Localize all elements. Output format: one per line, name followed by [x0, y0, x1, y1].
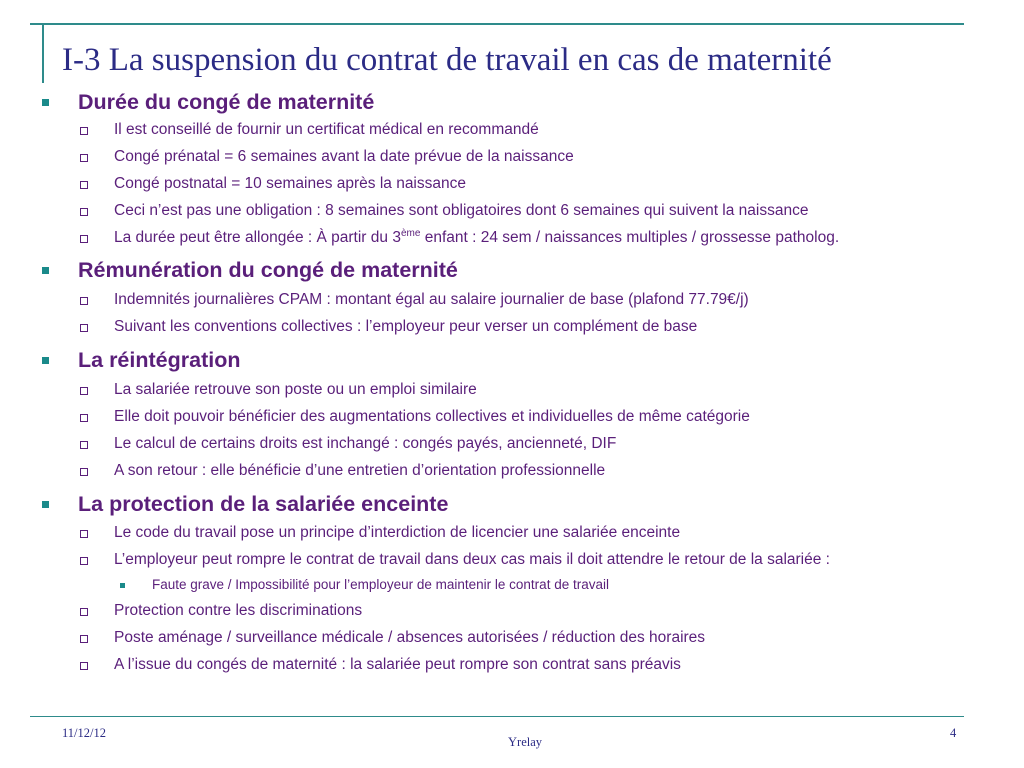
list-item: Congé postnatal = 10 semaines après la naissance	[114, 175, 466, 192]
item-bullet	[80, 557, 88, 565]
item-bullet	[80, 181, 88, 189]
item-bullet	[80, 154, 88, 162]
list-subitem: Faute grave / Impossibilité pour l’employeur de maintenir le contrat de travail	[152, 577, 609, 592]
section-heading-remuneration: Rémunération du congé de maternité	[78, 258, 458, 282]
frame-bottom-line	[30, 716, 964, 717]
list-item	[114, 227, 839, 249]
section-bullet	[42, 99, 49, 106]
list-item: Le code du travail pose un principe d’interdiction de licencier une salariée enceinte	[114, 524, 681, 541]
frame-left-line	[42, 23, 44, 83]
section-bullet	[42, 357, 49, 364]
section-heading-reintegration: La réintégration	[78, 348, 241, 372]
list-item: Elle doit pouvoir bénéficier des augmentations collectives et individuelles de même catégorie	[114, 408, 750, 425]
item-text: La durée peut être allongée : À partir du 3	[114, 229, 401, 246]
footer-page-number: 4	[950, 726, 957, 740]
item-bullet	[80, 235, 88, 243]
list-item: La salariée retrouve son poste ou un emploi similaire	[114, 381, 477, 398]
item-bullet	[80, 324, 88, 332]
subitem-bullet	[120, 583, 125, 588]
list-item: Ceci n’est pas une obligation : 8 semaines sont obligatoires dont 6 semaines qui suivent la naissance	[114, 202, 809, 219]
list-item: Congé prénatal = 6 semaines avant la date prévue de la naissance	[114, 148, 574, 165]
item-bullet	[80, 127, 88, 135]
list-item: A l’issue du congés de maternité : la salariée peut rompre son contrat sans préavis	[114, 656, 681, 673]
section-bullet	[42, 501, 49, 508]
list-item: A son retour : elle bénéficie d’une entretien d’orientation professionnelle	[114, 462, 606, 479]
item-bullet	[80, 608, 88, 616]
item-bullet	[80, 441, 88, 449]
list-item: Suivant les conventions collectives : l’employeur peur verser un complément de base	[114, 318, 698, 335]
item-bullet	[80, 635, 88, 643]
section-heading-duree: Durée du congé de maternité	[78, 90, 375, 114]
frame-top-line	[30, 23, 964, 25]
superscript: ème	[400, 227, 421, 239]
section-bullet	[42, 267, 49, 274]
footer-date: 11/12/12	[62, 726, 106, 740]
list-item: Il est conseillé de fournir un certificat médical en recommandé	[114, 121, 539, 138]
list-item: Protection contre les discriminations	[114, 602, 363, 619]
item-text: enfant : 24 sem / naissances multiples / grossesse patholog.	[420, 229, 840, 246]
item-bullet	[80, 208, 88, 216]
item-bullet	[80, 468, 88, 476]
list-item: L’employeur peut rompre le contrat de travail dans deux cas mais il doit attendre le retour de la salariée :	[114, 551, 830, 568]
section-heading-protection: La protection de la salariée enceinte	[78, 492, 449, 516]
item-bullet	[80, 662, 88, 670]
item-bullet	[80, 297, 88, 305]
item-bullet	[80, 530, 88, 538]
footer-author: Yrelay	[508, 735, 543, 749]
item-bullet	[80, 387, 88, 395]
list-item: Poste aménage / surveillance médicale / absences autorisées / réduction des horaires	[114, 629, 706, 646]
item-bullet	[80, 414, 88, 422]
list-item: Le calcul de certains droits est inchangé : congés payés, ancienneté, DIF	[114, 435, 617, 452]
slide-title: I-3 La suspension du contrat de travail en cas de maternité	[62, 42, 832, 78]
list-item: Indemnités journalières CPAM : montant égal au salaire journalier de base (plafond 77.79€/j)	[114, 291, 749, 308]
